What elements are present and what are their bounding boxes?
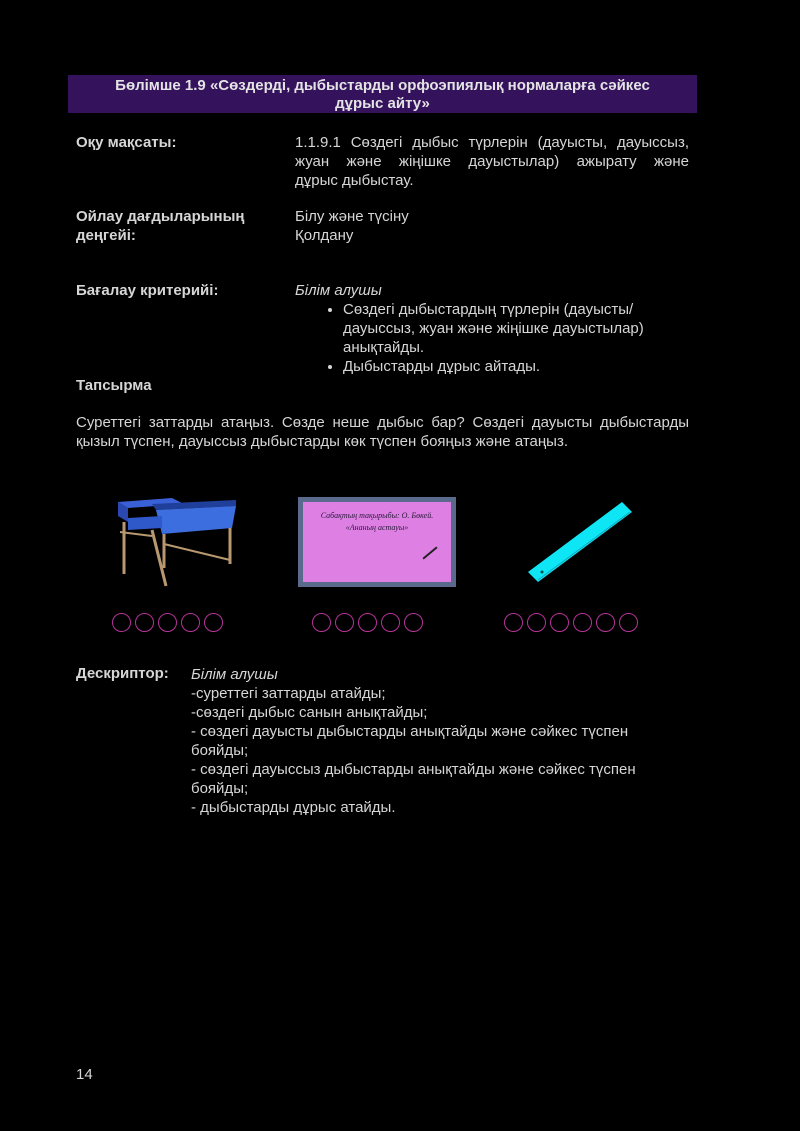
- sound-circle[interactable]: [135, 613, 154, 632]
- criteria-intro: Білім алушы: [295, 282, 382, 299]
- sound-circles-desk: [112, 613, 223, 632]
- descriptor-label: Дескриптор:: [76, 665, 169, 682]
- descriptor-line: - дыбыстарды дұрыс атайды.: [191, 799, 396, 816]
- sound-circle[interactable]: [312, 613, 331, 632]
- objective-line: 1.1.9.1 Сөздегі дыбыс түрлерін (дауысты, дауыссыз,: [295, 134, 689, 151]
- board-text-line2: «Ананың астауы»: [345, 523, 409, 532]
- thinking-level: Білу және түсіну: [295, 208, 409, 225]
- descriptor-line: -суреттегі заттарды атайды;: [191, 685, 386, 702]
- sound-circle[interactable]: [573, 613, 592, 632]
- descriptor-line: бояйды;: [191, 742, 249, 759]
- sound-circle[interactable]: [504, 613, 523, 632]
- descriptor-line: - сөздегі дауысты дыбыстарды анықтайды және сәйкес түспен: [191, 723, 629, 740]
- chalkboard-image: [298, 497, 456, 587]
- section-title-line1: Бөлімше 1.9 «Сөздерді, дыбыстарды орфоэпиялық нормаларға сәйкес: [115, 77, 650, 94]
- school-desk-image: [112, 494, 242, 592]
- section-header: [68, 75, 697, 113]
- sound-circle[interactable]: [158, 613, 177, 632]
- descriptor-line: -сөздегі дыбыс санын анықтайды;: [191, 704, 428, 721]
- page-number: 14: [76, 1066, 93, 1083]
- objective-label: Оқу мақсаты:: [76, 134, 177, 151]
- sound-circles-board: [312, 613, 423, 632]
- sound-circle[interactable]: [335, 613, 354, 632]
- sound-circle[interactable]: [619, 613, 638, 632]
- objective-value: [295, 133, 689, 190]
- sound-circle[interactable]: [112, 613, 131, 632]
- descriptor-list: [191, 665, 671, 817]
- descriptor-line: - сөздегі дауыссыз дыбыстарды анықтайды және сәйкес түспен: [191, 761, 636, 778]
- sound-circle[interactable]: [381, 613, 400, 632]
- criteria-label: Бағалау критерийі:: [76, 282, 219, 299]
- objective-line: жуан және жіңішке дауыстылар) ажырату және: [295, 153, 689, 170]
- task-label: Тапсырма: [76, 377, 152, 394]
- sound-circle[interactable]: [404, 613, 423, 632]
- thinking-label-line2: деңгейі:: [76, 227, 136, 244]
- sound-circles-ruler: [504, 613, 638, 632]
- descriptor-line: бояйды;: [191, 780, 249, 797]
- objective-line: дұрыс дыбыстау.: [295, 172, 414, 189]
- task-text: Суреттегі заттарды атаңыз. Сөзде неше дыбыс бар? Сөздегі дауысты дыбыстарды қызыл түспен, дауыссыз дыбыстарды көк түспен бояңыз және атаңыз.: [76, 414, 689, 450]
- sound-circle[interactable]: [204, 613, 223, 632]
- ruler-image: [526, 500, 634, 586]
- descriptor-intro: Білім алушы: [191, 666, 278, 683]
- sound-circle[interactable]: [596, 613, 615, 632]
- chalk-icon: [422, 546, 437, 559]
- section-title-line2: дұрыс айту»: [335, 95, 430, 112]
- thinking-value: [295, 207, 689, 245]
- criteria-item: • Сөздегі дыбыстардың түрлерін (дауысты/дауыссыз, жуан және жіңішке дауыстылар) анықтайды.: [343, 300, 689, 357]
- sound-circle[interactable]: [550, 613, 569, 632]
- sound-circle[interactable]: [358, 613, 377, 632]
- criteria-item: • Дыбыстарды дұрыс айтады.: [343, 357, 689, 376]
- thinking-label: [76, 207, 245, 245]
- sound-circle[interactable]: [181, 613, 200, 632]
- criteria-list: [318, 300, 689, 376]
- sound-circle[interactable]: [527, 613, 546, 632]
- board-text-line1: Сабақтың тақырыбы: О. Бөкей.: [320, 511, 434, 520]
- thinking-level: Қолдану: [295, 227, 354, 244]
- thinking-label-line1: Ойлау дағдыларының: [76, 208, 245, 225]
